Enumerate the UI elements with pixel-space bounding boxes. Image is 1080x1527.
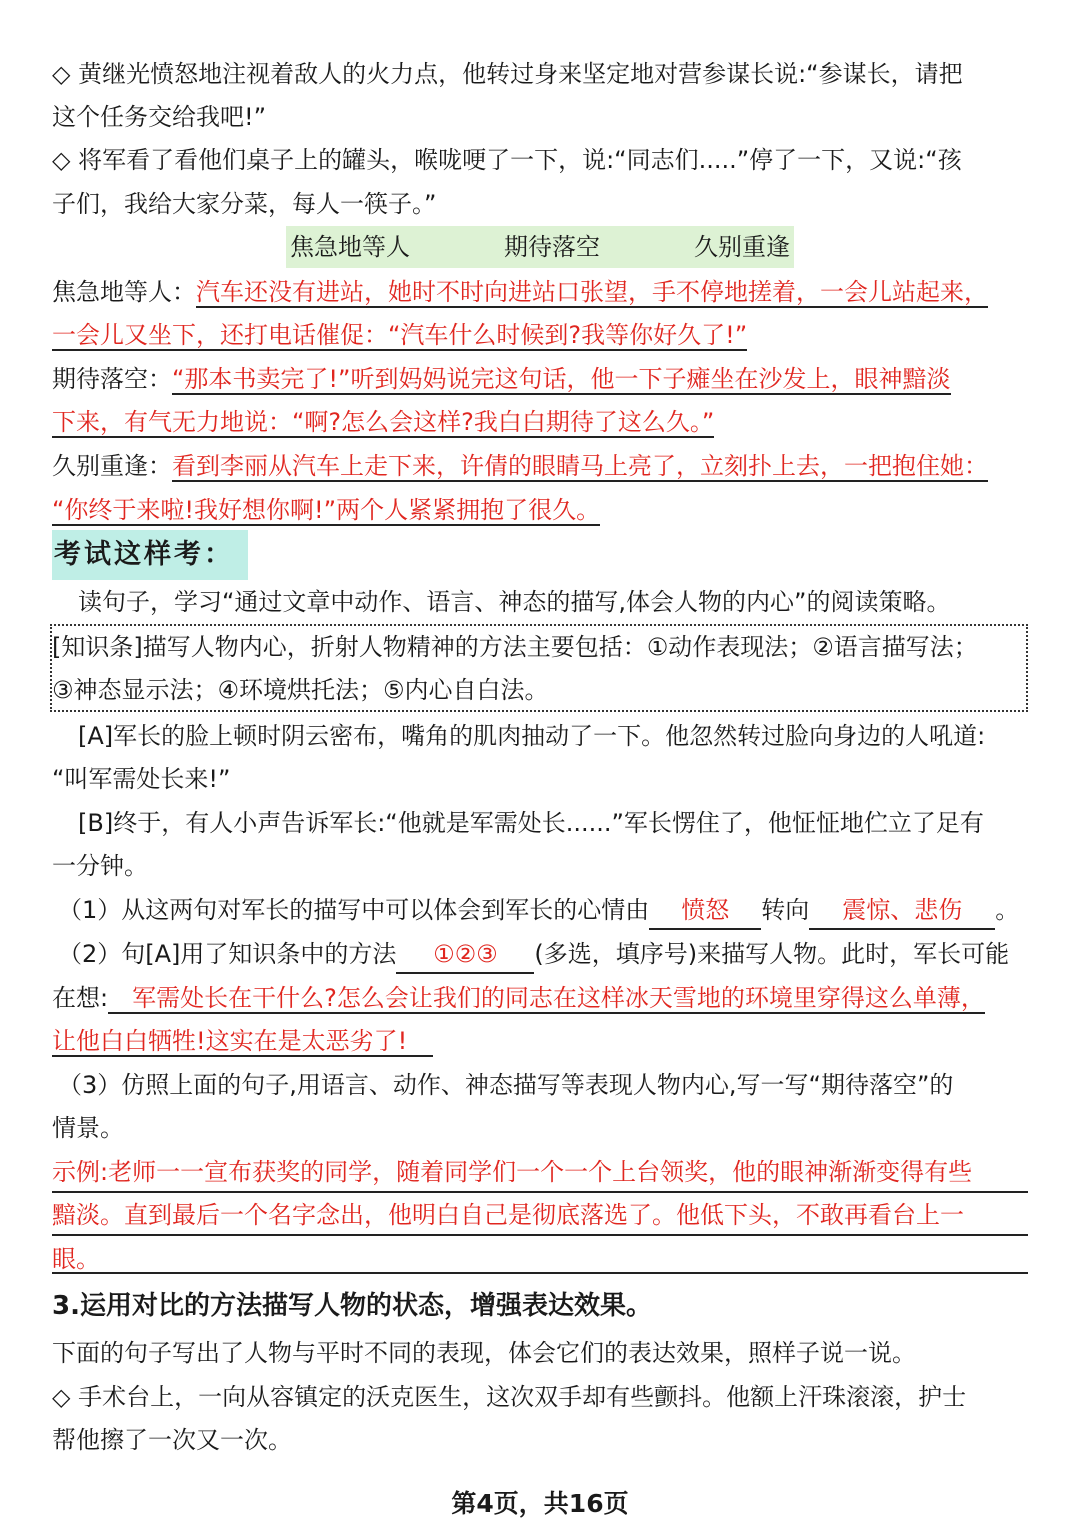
question-2-answer: ①②③ bbox=[396, 936, 534, 974]
question-3-sample-line-1: 示例:老师一一宣布获奖的同学，随着同学们一个一个上台领奖，他的眼神渐渐变得有些 bbox=[52, 1158, 973, 1186]
answer-2-label: 期待落空： bbox=[52, 365, 172, 393]
answer-1-line-2 bbox=[52, 317, 747, 353]
question-2-think-label: 在想: bbox=[52, 984, 109, 1012]
question-1-end: 。 bbox=[995, 896, 1020, 924]
tag-expectation-dashed: 期待落空 bbox=[504, 233, 600, 261]
tag-waiting-anxiously: 焦急地等人 bbox=[290, 233, 410, 261]
question-1-mid: 转向 bbox=[761, 896, 810, 924]
intro-line-2: 这个任务交给我吧!” bbox=[52, 103, 267, 131]
question-2-prompt-cont: (多选，填序号)来描写人物。此时，军长可能 bbox=[534, 940, 1010, 968]
question-2-line-2 bbox=[52, 980, 985, 1016]
answer-2-line-1 bbox=[52, 361, 951, 397]
passage-a-line-1: [A]军长的脸上顿时阴云密布，嘴角的肌肉抽动了一下。他忽然转过脸向身边的人吼道: bbox=[78, 722, 986, 750]
answer-3-text: 看到李丽从汽车上走下来，许倩的眼睛马上亮了，立刻扑上去，一把抱住她： bbox=[172, 452, 988, 480]
answer-2-line-2 bbox=[52, 404, 714, 440]
section-3-example-line-1: ◇ 手术台上，一向从容镇定的沃克医生，这次双手却有些颤抖。他额上汗珠滚滚，护士 bbox=[52, 1383, 967, 1411]
intro-line-4: 子们，我给大家分菜，每人一筷子。” bbox=[52, 190, 437, 218]
answer-2-text-cont: 下来，有气无力地说：“啊?怎么会这样?我白白期待了这么久。” bbox=[52, 408, 715, 436]
knowledge-line-1: [知识条]描写人物内心，折射人物精神的方法主要包括：①动作表现法；②语言描写法； bbox=[52, 633, 978, 661]
tag-reunion: 久别重逢 bbox=[694, 233, 790, 261]
question-1-prompt: （1）从这两句对军长的描写中可以体会到军长的心情由 bbox=[58, 896, 650, 924]
question-2-prompt: （2）句[A]用了知识条中的方法 bbox=[58, 940, 397, 968]
question-3-line-2: 情景。 bbox=[52, 1114, 124, 1142]
passage-b-line-2: 一分钟。 bbox=[52, 852, 148, 880]
section-3-description: 下面的句子写出了人物与平时不同的表现，体会它们的表达效果，照样子说一说。 bbox=[52, 1339, 916, 1367]
intro-line-1: ◇ 黄继光愤怒地注视着敌人的火力点，他转过身来坚定地对营参谋长说:“参谋长，请把 bbox=[52, 60, 963, 88]
page-number: 第4页，共16页 bbox=[451, 1489, 629, 1518]
question-3-sample-line-3: 眼。 bbox=[52, 1245, 100, 1273]
exam-instruction: 读句子，学习“通过文章中动作、语言、神态的描写,体会人物的内心”的阅读策略。 bbox=[78, 588, 951, 616]
question-1-answer-1: 愤怒 bbox=[649, 892, 761, 930]
answer-1-line-1 bbox=[52, 274, 988, 310]
question-3-line-1: （3）仿照上面的句子,用语言、动作、神态描写等表现人物内心,写一写“期待落空”的 bbox=[58, 1071, 954, 1099]
question-3-sample-line-2: 黯淡。直到最后一个名字念出，他明白自己是彻底落选了。他低下头，不敢再看台上一 bbox=[52, 1201, 964, 1229]
intro-line-3: ◇ 将军看了看他们桌子上的罐头，喉咙哽了一下，说:“同志们.....”停了一下，又说:“孩 bbox=[52, 146, 962, 174]
answer-1-text: 汽车还没有进站，她时不时向进站口张望，手不停地搓着，一会儿站起来， bbox=[196, 278, 988, 306]
passage-a-line-2: “叫军需处长来!” bbox=[52, 765, 231, 793]
answer-underline-1 bbox=[52, 1191, 1028, 1193]
question-1-answer-2: 震惊、悲伤 bbox=[809, 892, 995, 930]
question-2-line-3 bbox=[52, 1023, 433, 1059]
exam-heading: 考试这样考： bbox=[52, 530, 248, 580]
answer-2-text: “那本书卖完了!”听到妈妈说完这句话，他一下子瘫坐在沙发上，眼神黯淡 bbox=[172, 365, 951, 393]
answer-3-line-2 bbox=[52, 492, 600, 528]
passage-b-line-1: [B]终于，有人小声告诉军长:“他就是军需处长......”军长愣住了，他怔怔地伫立了足有 bbox=[78, 809, 984, 837]
scenario-tag-bar bbox=[286, 226, 794, 268]
question-2-think-answer-cont: 让他白白牺牲!这实在是太恶劣了! bbox=[52, 1027, 433, 1057]
answer-underline-2 bbox=[52, 1234, 1028, 1236]
section-3-example-line-2: 帮他擦了一次又一次。 bbox=[52, 1426, 292, 1454]
answer-underline-3 bbox=[52, 1272, 1028, 1274]
answer-1-text-cont: 一会儿又坐下，还打电话催促：“汽车什么时候到?我等你好久了!” bbox=[52, 321, 748, 349]
answer-1-label: 焦急地等人： bbox=[52, 278, 196, 306]
answer-3-text-cont: “你终于来啦!我好想你啊!”两个人紧紧拥抱了很久。 bbox=[52, 496, 601, 524]
section-3-title: 3.运用对比的方法描写人物的状态，增强表达效果。 bbox=[52, 1291, 652, 1321]
question-2-think-answer: 军需处长在干什么?怎么会让我们的同志在这样冰天雪地的环境里穿得这么单薄， bbox=[108, 984, 985, 1014]
answer-3-label: 久别重逢： bbox=[52, 452, 172, 480]
knowledge-line-2: ③神态显示法；④环境烘托法；⑤内心自白法。 bbox=[52, 676, 549, 704]
question-2 bbox=[58, 936, 1009, 974]
question-1 bbox=[58, 892, 1019, 930]
answer-3-line-1 bbox=[52, 448, 988, 484]
